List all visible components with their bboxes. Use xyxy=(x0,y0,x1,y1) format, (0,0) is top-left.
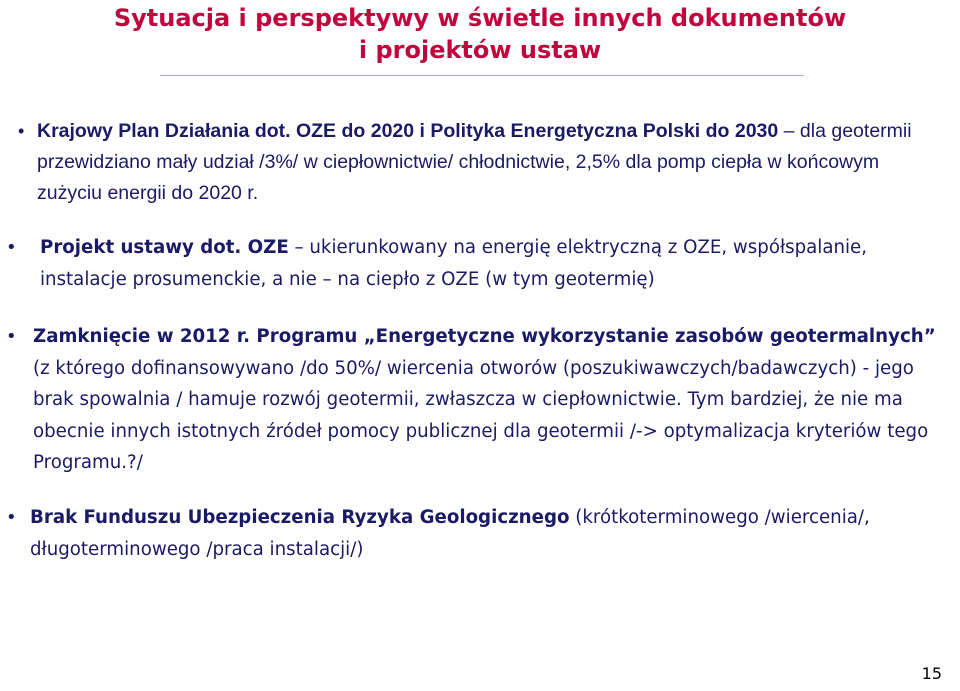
bullet-item-2-text: – ukierunkowany na energię elektryczną z OZE, współspalanie, instalacje prosumenckie, a nie – na ciepło z OZE (w tym geotermię) xyxy=(40,237,868,290)
bullet-item-2 xyxy=(6,232,946,296)
bullet-item-1 xyxy=(18,116,948,209)
bullet-item-3 xyxy=(6,321,946,479)
bullet-item-4 xyxy=(6,502,950,565)
bullet-item-4-text: (krótkoterminowego /wiercenia/, długoterminowego /praca instalacji/) xyxy=(30,507,870,560)
title-divider xyxy=(160,75,804,76)
slide-title-line-2: i projektów ustaw xyxy=(358,36,602,64)
bullet-dot-icon: • xyxy=(18,121,25,141)
page-number: 15 xyxy=(921,664,942,683)
bullet-item-1-text: – dla geotermii przewidziano mały udział /3%/ w ciepłownictwie/ chłodnictwie, 2,5% dla pomp ciepła w końcowym zużyciu energii do 2020 r. xyxy=(37,120,912,204)
bullet-dot-icon: • xyxy=(6,237,17,258)
bullet-item-4-bold: Brak Funduszu Ubezpieczenia Ryzyka Geologicznego xyxy=(30,507,570,528)
slide-title-line-1: Sytuacja i perspektywy w świetle innych dokumentów xyxy=(113,4,847,32)
bullet-item-3-text: (z którego dofinansowywano /do 50%/ wiercenia otworów (poszukiwawczych/badawczych) - jego brak spowalnia / hamuje rozwój geotermii, zwłaszcza w ciepłownictwie. Tym bardziej, że nie ma obecnie innych istotnych źródeł pomocy publicznej dla geotermii /-> optymalizacja kryteriów tego Programu.?/ xyxy=(33,357,929,473)
bullet-dot-icon: • xyxy=(6,326,17,347)
bullet-dot-icon: • xyxy=(6,507,17,528)
bullet-item-1-bold: Krajowy Plan Działania dot. OZE do 2020 i Polityka Energetyczna Polski do 2030 xyxy=(37,120,779,142)
bullet-item-3-bold: Zamknięcie w 2012 r. Programu „Energetyczne wykorzystanie zasobów geotermalnych” xyxy=(33,326,936,347)
slide-title xyxy=(0,2,960,66)
bullet-item-2-bold: Projekt ustawy dot. OZE xyxy=(40,237,289,258)
